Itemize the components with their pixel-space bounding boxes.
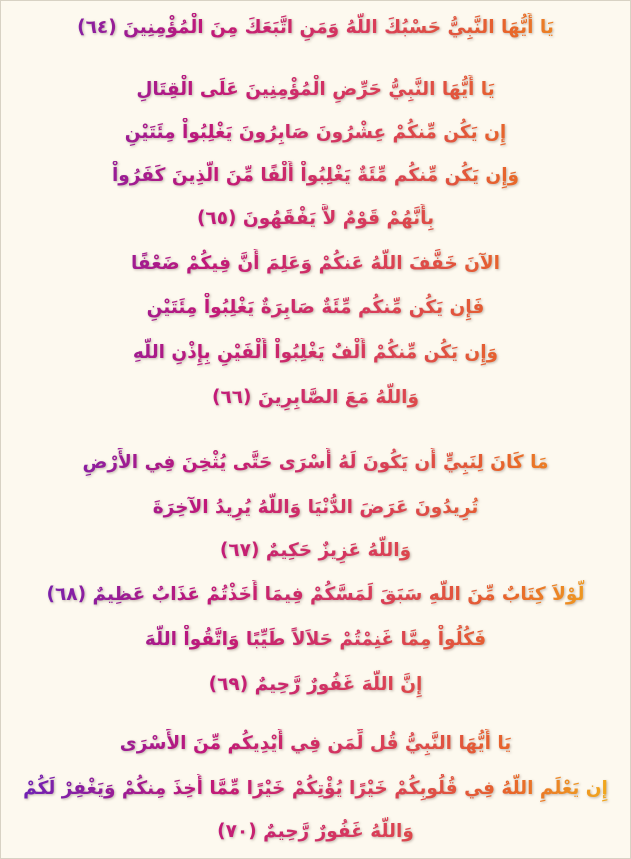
verse-65-line-3: وَإِن يَكُن مِّنكُم مِّئَةٌ يَغْلِبُواْ أَلْفًا مِّنَ الَّذِينَ كَفَرُواْ bbox=[9, 161, 622, 191]
verse-69-line-2: إِنَّ اللّهَ غَفُورٌ رَّحِيمٌ (٦٩) bbox=[9, 670, 622, 700]
verse-68-line-1: لَّوْلاَ كِتَابٌ مِّنَ اللّهِ سَبَقَ لَمَسَّكُمْ فِيمَا أَخَذْتُمْ عَذَابٌ عَظِيمٌ (٦٨) bbox=[9, 580, 622, 610]
verse-67-line-2: تُرِيدُونَ عَرَضَ الدُّنْيَا وَاللّهُ يُرِيدُ الآخِرَةَ bbox=[9, 493, 622, 523]
verse-67-line-3: وَاللّهُ عَزِيزٌ حَكِيمٌ (٦٧) bbox=[9, 536, 622, 566]
verse-64-line-1: يَا أَيُّهَا النَّبِيُّ حَسْبُكَ اللّهُ وَمَنِ اتَّبَعَكَ مِنَ الْمُؤْمِنِينَ (٦٤) bbox=[9, 13, 622, 43]
verse-66-line-4: وَاللّهُ مَعَ الصَّابِرِينَ (٦٦) bbox=[9, 383, 622, 413]
verse-66-line-3: وَإِن يَكُن مِّنكُمْ أَلْفٌ يَغْلِبُواْ أَلْفَيْنِ بِإِذْنِ اللّهِ bbox=[9, 338, 622, 368]
verse-69-line-1: فَكُلُواْ مِمَّا غَنِمْتُمْ حَلاَلاً طَيِّبًا وَاتَّقُواْ اللّهَ bbox=[9, 625, 622, 655]
verse-70-line-2: إِن يَعْلَمِ اللّهُ فِي قُلُوبِكُمْ خَيْرًا يُؤْتِكُمْ خَيْرًا مِّمَّا أُخِذَ مِنكُمْ وَيَغْفِرْ لَكُمْ bbox=[9, 774, 622, 804]
verse-66-line-2: فَإِن يَكُن مِّنكُم مِّئَةٌ صَابِرَةٌ يَغْلِبُواْ مِئَتَيْنِ bbox=[9, 293, 622, 323]
verse-67-line-1: مَا كَانَ لِنَبِيٍّ أَن يَكُونَ لَهُ أَسْرَى حَتَّى يُثْخِنَ فِي الأَرْضِ bbox=[9, 448, 622, 478]
verse-66-line-1: الآنَ خَفَّفَ اللّهُ عَنكُمْ وَعَلِمَ أَنَّ فِيكُمْ ضَعْفًا bbox=[9, 249, 622, 279]
verse-65-line-4: بِأَنَّهُمْ قَوْمٌ لاَّ يَفْقَهُونَ (٦٥) bbox=[9, 204, 622, 234]
verse-65-line-2: إِن يَكُن مِّنكُمْ عِشْرُونَ صَابِرُونَ يَغْلِبُواْ مِئَتَيْنِ bbox=[9, 118, 622, 148]
verse-70-line-3: وَاللّهُ غَفُورٌ رَّحِيمٌ (٧٠) bbox=[9, 817, 622, 847]
verse-70-line-1: يَا أَيُّهَا النَّبِيُّ قُل لِّمَن فِي أَيْدِيكُم مِّنَ الأَسْرَى bbox=[9, 729, 622, 759]
verse-65-line-1: يَا أَيُّهَا النَّبِيُّ حَرِّضِ الْمُؤْمِنِينَ عَلَى الْقِتَالِ bbox=[9, 75, 622, 105]
